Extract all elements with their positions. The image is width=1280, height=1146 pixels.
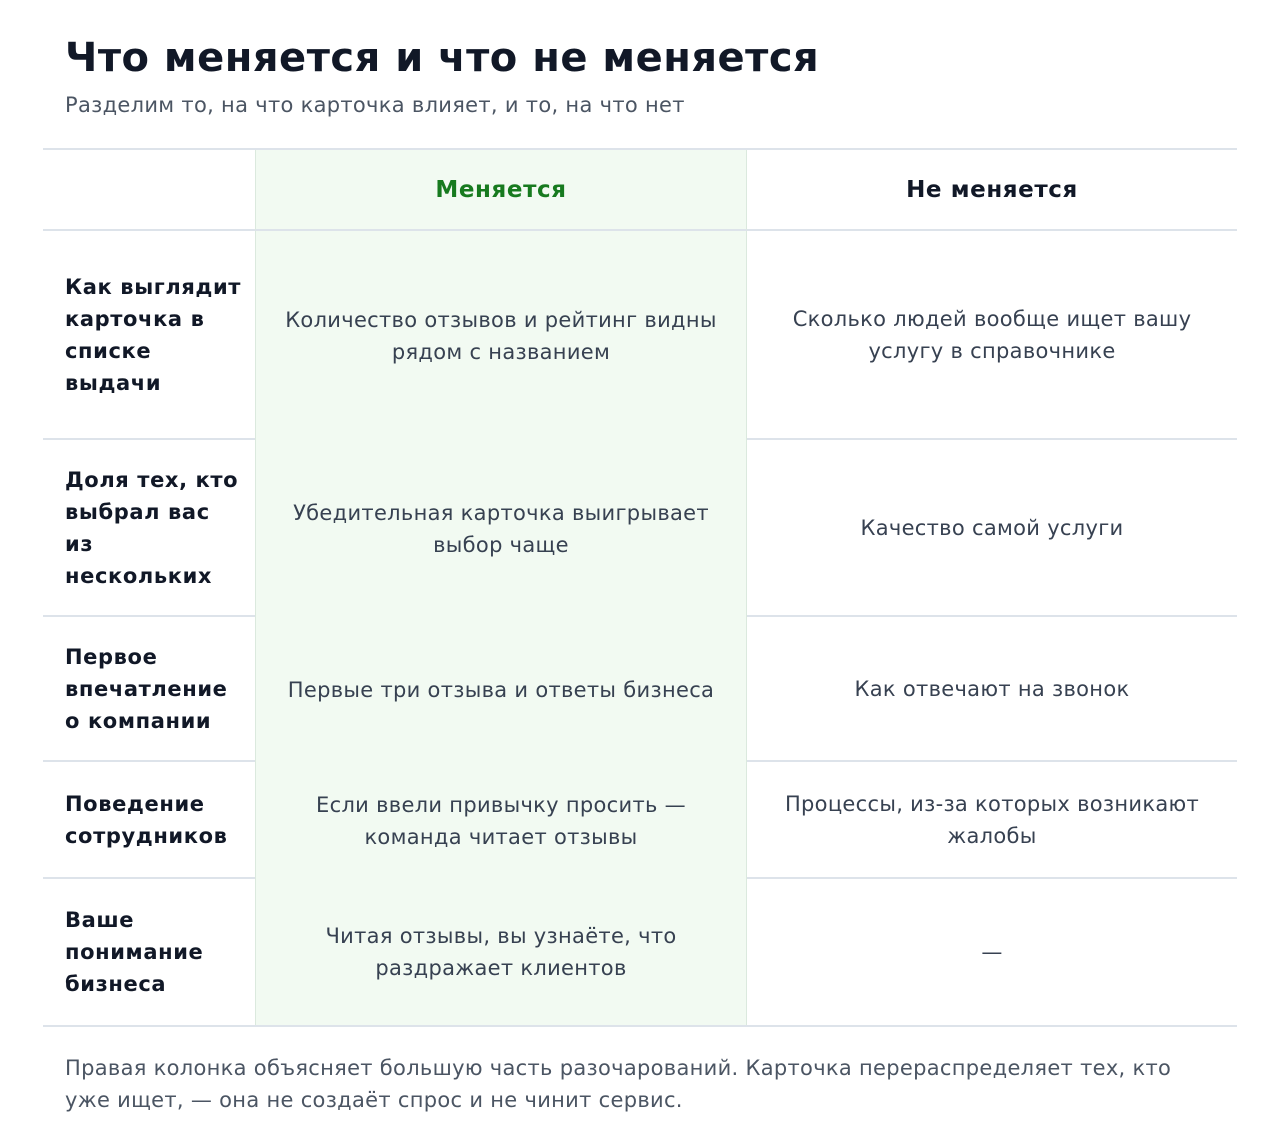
- cell-changes: Количество отзывов и рейтинг видны рядом с названием: [255, 231, 747, 440]
- page-title: Что меняется и что не меняется: [65, 35, 820, 81]
- cell-no-change: Как отвечают на звонок: [747, 617, 1237, 762]
- row-label: Первое впечатление о компании: [43, 617, 255, 762]
- row-label: Поведение сотрудников: [43, 762, 255, 879]
- table-header-empty-cell: [43, 150, 255, 231]
- page-subtitle: Разделим то, на что карточка влияет, и то, на что нет: [65, 93, 685, 117]
- comparison-table: [43, 148, 1237, 1027]
- row-label: Доля тех, кто выбрал вас из нескольких: [43, 440, 255, 617]
- column-header-changes: Меняется: [255, 150, 747, 231]
- cell-no-change: Сколько людей вообще ищет вашу услугу в справочнике: [747, 231, 1237, 440]
- cell-changes: Если ввели привычку просить — команда читает отзывы: [255, 762, 747, 879]
- footnote: Правая колонка объясняет большую часть разочарований. Карточка перераспределяет тех, кто уже ищет, — она не создаёт спрос и не чинит сервис.: [65, 1056, 1172, 1112]
- cell-changes: Читая отзывы, вы узнаёте, что раздражает клиентов: [255, 879, 747, 1025]
- cell-changes: Убедительная карточка выигрывает выбор чаще: [255, 440, 747, 617]
- cell-no-change: —: [981, 940, 1003, 964]
- row-label: Как выглядит карточка в списке выдачи: [43, 231, 255, 440]
- row-label: Ваше понимание бизнеса: [65, 908, 204, 996]
- column-header-no-change: Не меняется: [747, 150, 1237, 231]
- cell-no-change: Качество самой услуги: [747, 440, 1237, 617]
- cell-changes: Первые три отзыва и ответы бизнеса: [255, 617, 747, 762]
- cell-no-change: Процессы, из-за которых возникают жалобы: [747, 762, 1237, 879]
